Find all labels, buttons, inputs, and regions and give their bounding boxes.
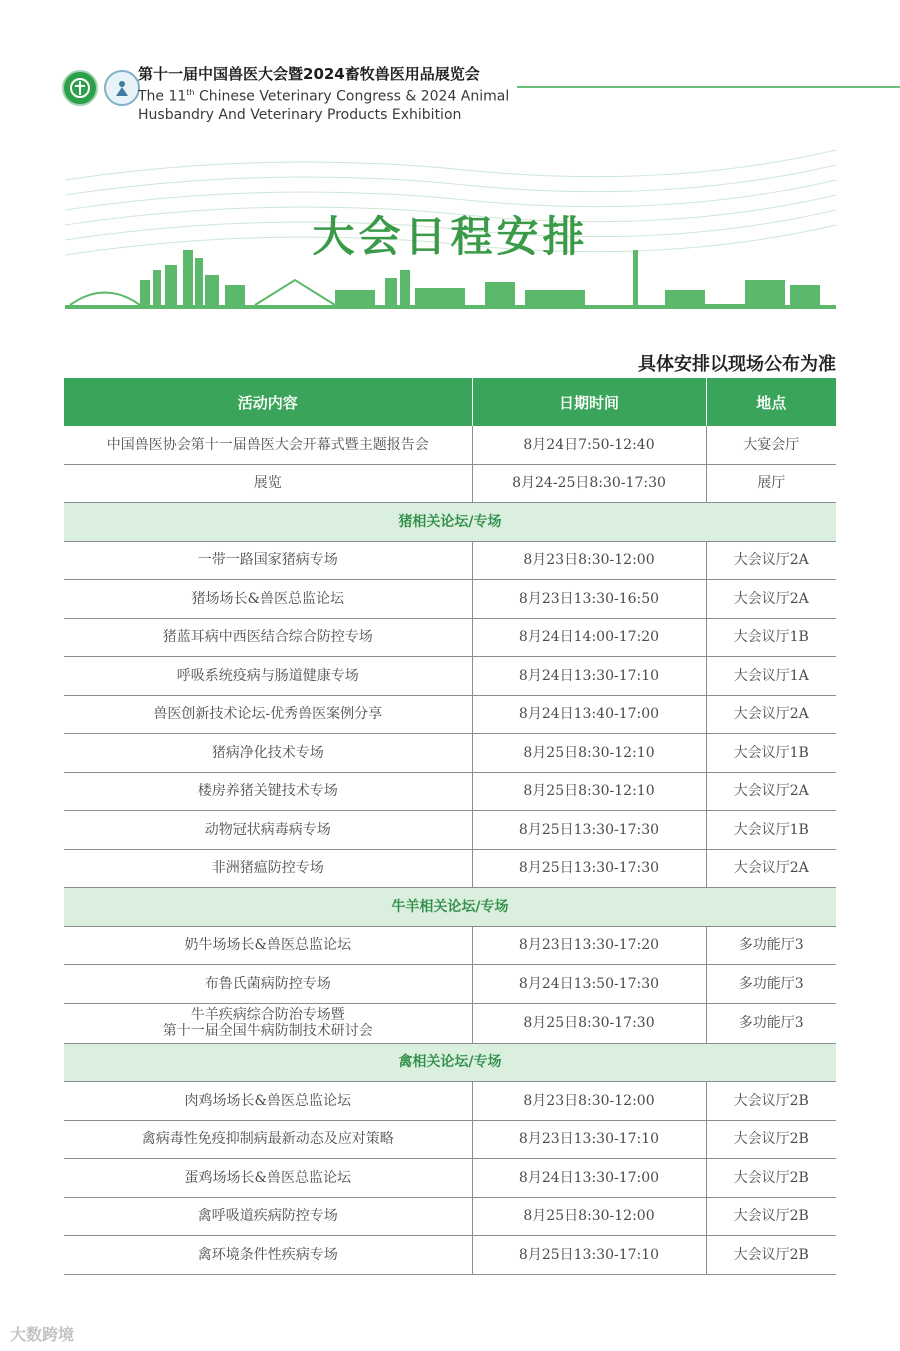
header-location: 地点 [706, 378, 836, 426]
page-header [62, 62, 900, 132]
table-row [64, 464, 836, 503]
datetime-cell: 8月24日13:50-17:30 [472, 965, 706, 1004]
activity-cell: 非洲猪瘟防控专场 [64, 849, 472, 888]
activity-cell: 禽环境条件性疾病专场 [64, 1236, 472, 1275]
activity-cell: 禽呼吸道疾病防控专场 [64, 1197, 472, 1236]
activity-line: 第十一届全国牛病防制技术研讨会 [162, 1023, 373, 1039]
event-title [138, 64, 509, 124]
datetime-cell: 8月23日13:30-16:50 [472, 580, 706, 619]
watermark: 大数跨境 [10, 1325, 75, 1344]
section-label: 禽相关论坛/专场 [64, 1043, 836, 1082]
table-row [64, 580, 836, 619]
datetime-cell: 8月25日8:30-12:10 [472, 772, 706, 811]
location-cell: 大会议厅2A [706, 772, 836, 811]
datetime-cell: 8月24日13:30-17:10 [472, 657, 706, 696]
datetime-cell: 8月25日8:30-12:10 [472, 734, 706, 773]
location-cell: 大会议厅2A [706, 580, 836, 619]
activity-cell: 布鲁氏菌病防控专场 [64, 965, 472, 1004]
location-cell: 大会议厅2A [706, 541, 836, 580]
header-activity: 活动内容 [64, 378, 472, 426]
table-row [64, 1120, 836, 1159]
location-cell: 大会议厅2B [706, 1197, 836, 1236]
activity-cell: 蛋鸡场场长&兽医总监论坛 [64, 1159, 472, 1198]
section-label: 猪相关论坛/专场 [64, 503, 836, 542]
datetime-cell: 8月23日8:30-12:00 [472, 1082, 706, 1121]
activity-cell: 动物冠状病毒病专场 [64, 811, 472, 850]
table-row [64, 734, 836, 773]
datetime-cell: 8月23日13:30-17:10 [472, 1120, 706, 1159]
location-cell: 大会议厅2B [706, 1082, 836, 1121]
schedule-table [64, 378, 836, 1275]
header-divider [517, 86, 900, 88]
datetime-cell: 8月25日13:30-17:30 [472, 811, 706, 850]
table-row [64, 772, 836, 811]
activity-cell: 一带一路国家猪病专场 [64, 541, 472, 580]
table-row [64, 849, 836, 888]
location-cell: 大会议厅2B [706, 1236, 836, 1275]
event-title-en-line2: Husbandry And Veterinary Products Exhibition [138, 106, 462, 123]
datetime-cell: 8月23日13:30-17:20 [472, 926, 706, 965]
header-datetime: 日期时间 [472, 378, 706, 426]
location-cell: 大会议厅1B [706, 618, 836, 657]
activity-cell: 猪病净化技术专场 [64, 734, 472, 773]
location-cell: 大会议厅1A [706, 657, 836, 696]
activity-cell: 呼吸系统疫病与肠道健康专场 [64, 657, 472, 696]
activity-cell: 楼房养猪关键技术专场 [64, 772, 472, 811]
table-row [64, 1197, 836, 1236]
table-row [64, 1082, 836, 1121]
table-row [64, 695, 836, 734]
activity-cell: 奶牛场场长&兽医总监论坛 [64, 926, 472, 965]
event-title-cn: 第十一届中国兽医大会暨2024畜牧兽医用品展览会 [138, 65, 480, 83]
location-cell: 多功能厅3 [706, 926, 836, 965]
activity-cell: 猪场场长&兽医总监论坛 [64, 580, 472, 619]
table-row [64, 657, 836, 696]
activity-line: 牛羊疾病综合防治专场暨 [190, 1007, 345, 1023]
section-header-row [64, 1043, 836, 1082]
schedule-banner [65, 140, 836, 320]
banner-title: 大会日程安排 [312, 212, 589, 261]
activity-cell: 肉鸡场场长&兽医总监论坛 [64, 1082, 472, 1121]
activity-cell [64, 1003, 472, 1043]
activity-cell: 猪蓝耳病中西医结合综合防控专场 [64, 618, 472, 657]
datetime-cell: 8月23日8:30-12:00 [472, 541, 706, 580]
section-header-row [64, 888, 836, 927]
table-row [64, 541, 836, 580]
datetime-cell: 8月24日14:00-17:20 [472, 618, 706, 657]
section-label: 牛羊相关论坛/专场 [64, 888, 836, 927]
table-row [64, 1159, 836, 1198]
datetime-cell: 8月25日13:30-17:30 [472, 849, 706, 888]
table-row [64, 618, 836, 657]
datetime-cell: 8月24日13:40-17:00 [472, 695, 706, 734]
activity-cell: 兽医创新技术论坛-优秀兽医案例分享 [64, 695, 472, 734]
location-cell: 大会议厅1B [706, 734, 836, 773]
table-row [64, 426, 836, 464]
datetime-cell: 8月24日7:50-12:40 [472, 426, 706, 464]
location-cell: 大宴会厅 [706, 426, 836, 464]
location-cell: 大会议厅2B [706, 1120, 836, 1159]
congress-logo-icon [104, 70, 140, 106]
location-cell: 大会议厅2A [706, 849, 836, 888]
activity-cell: 禽病毒性免疫抑制病最新动态及应对策略 [64, 1120, 472, 1159]
table-row [64, 811, 836, 850]
table-row [64, 926, 836, 965]
event-title-en-line1: The 11th Chinese Veterinary Congress & 2024 Animal [138, 88, 510, 105]
table-header-row [64, 378, 836, 426]
association-logo-icon [62, 70, 98, 106]
logo-group [62, 70, 140, 106]
location-cell: 多功能厅3 [706, 1003, 836, 1043]
datetime-cell: 8月25日13:30-17:10 [472, 1236, 706, 1275]
section-header-row [64, 503, 836, 542]
location-cell: 大会议厅2B [706, 1159, 836, 1198]
activity-cell: 展览 [64, 464, 472, 503]
datetime-cell: 8月25日8:30-12:00 [472, 1197, 706, 1236]
activity-cell: 中国兽医协会第十一届兽医大会开幕式暨主题报告会 [64, 426, 472, 464]
location-cell: 大会议厅1B [706, 811, 836, 850]
table-row [64, 965, 836, 1004]
datetime-cell: 8月24日13:30-17:00 [472, 1159, 706, 1198]
table-row [64, 1236, 836, 1275]
location-cell: 大会议厅2A [706, 695, 836, 734]
schedule-notice: 具体安排以现场公布为准 [638, 354, 836, 375]
datetime-cell: 8月24-25日8:30-17:30 [472, 464, 706, 503]
table-row [64, 1003, 836, 1043]
datetime-cell: 8月25日8:30-17:30 [472, 1003, 706, 1043]
location-cell: 展厅 [706, 464, 836, 503]
location-cell: 多功能厅3 [706, 965, 836, 1004]
